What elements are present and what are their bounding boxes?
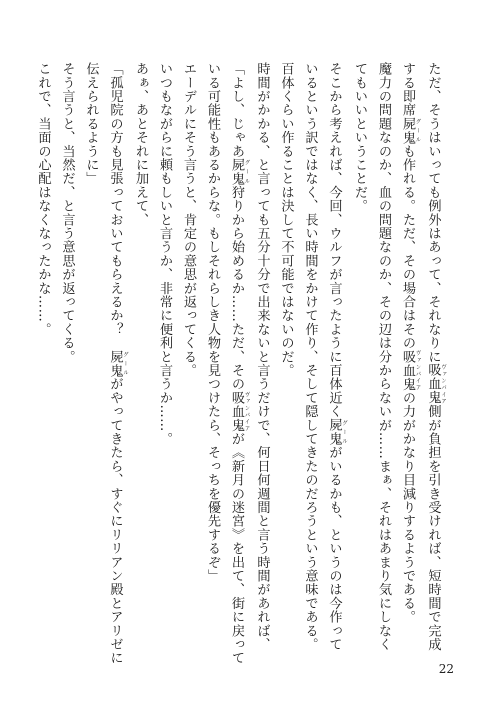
text-line: [31, 62, 55, 662]
ruby-word: [326, 418, 347, 446]
text-segment: いる可能性もあるからな。もしそれらしき人物を見つけたら、そっちを優先するぞ」: [205, 62, 220, 583]
text-segment: これで、当面の心配はなくなったかな……。: [35, 62, 51, 336]
text-line: [103, 62, 129, 665]
text-line: [55, 62, 79, 662]
text-line: [152, 62, 176, 662]
text-line: [176, 62, 200, 662]
ruby-reading: ヴァンパイア: [414, 349, 421, 391]
text-segment: の力がかなり目減りするようである。: [400, 390, 415, 624]
text-line: [421, 62, 447, 662]
ruby-base: 屍鬼: [107, 349, 123, 378]
ruby-base: 吸血鬼: [229, 390, 244, 432]
text-segment: 狩りから始めるか……ただ、その: [229, 185, 244, 391]
text-segment: 「よし、じゃあ: [229, 62, 244, 158]
text-line: [395, 62, 421, 662]
text-segment: 伝えられるように」: [83, 62, 99, 186]
ruby-reading: ヴァンパイア: [243, 390, 250, 432]
ruby-base: 吸血鬼: [425, 363, 441, 405]
text-segment: も作れる。ただ、その場合はその: [400, 144, 415, 350]
ruby-word: [400, 349, 421, 391]
text-line: [298, 62, 322, 662]
text-line: [128, 62, 152, 662]
text-segment: 「孤児院の方も見張っておいてもらえるか？: [107, 62, 123, 350]
ruby-word: [229, 390, 250, 432]
text-line: [347, 62, 371, 662]
text-segment: 時間がかかる、と言っても五分十分で出来ないと言うだけで、何日何週間と言う時間があれば、: [254, 62, 270, 652]
ruby-reading: グール: [243, 157, 250, 186]
ruby-word: [425, 363, 446, 405]
text-segment: あぁ、あとそれに加えて、: [133, 62, 148, 227]
text-line: [250, 62, 274, 662]
text-segment: そう言うと、当然だ、と言う意思が返ってくる。: [59, 62, 75, 364]
ruby-word: [229, 157, 250, 186]
text-line: [200, 62, 224, 662]
ruby-reading: ヴァンパイア: [440, 363, 446, 405]
text-segment: 百体くらい作ることは決して不可能ではないのだ。: [278, 62, 294, 378]
text-segment: がやってきたら、すぐにリリアン殿とアリゼに: [107, 377, 123, 665]
text-segment: いつもながらに頼もしいと言うか、非常に便利と言うか……。: [157, 62, 172, 446]
text-segment: いるという訳ではなく、長い時間をかけて作り、そして隠してきたのだろうという意味である。: [302, 62, 318, 652]
ruby-reading: グール: [122, 349, 128, 378]
text-segment: する即席: [400, 62, 415, 117]
text-line: [371, 62, 395, 662]
text-segment: が《新月の迷宮》を出て、街に戻って: [229, 431, 244, 665]
text-line: [274, 62, 298, 662]
text-segment: エーデルにそう言うと、肯定の意思が返ってくる。: [181, 62, 196, 378]
text-segment: ただ、そうはいっても例外はあって、それなりに: [425, 62, 441, 364]
text-line: [322, 62, 348, 662]
text-segment: てもいいということだ。: [352, 62, 367, 213]
ruby-word: [400, 116, 421, 145]
text-segment: 魔力の問題なのか、血の問題なのか、その辺は分からないが……まぁ、それはあまり気にしなく: [376, 62, 391, 652]
ruby-base: 屍鬼: [229, 157, 244, 186]
text-segment: がいるかも、というのは今作って: [326, 445, 342, 652]
text-line: [79, 62, 103, 662]
text-segment: そこから考えれば、今回、ウルフが言ったように百体近く: [326, 62, 342, 419]
ruby-word: [107, 349, 128, 378]
ruby-base: 屍鬼: [400, 116, 415, 145]
body-text: [35, 62, 446, 665]
ruby-base: 屍鬼: [326, 418, 342, 446]
ruby-base: 吸血鬼: [400, 349, 415, 391]
text-segment: 側が負担を引き受ければ、短時間で完成: [425, 404, 441, 652]
ruby-reading: グール: [341, 418, 347, 446]
page-number: 22: [438, 662, 454, 676]
ruby-reading: グール: [414, 116, 421, 145]
text-line: [224, 62, 250, 665]
